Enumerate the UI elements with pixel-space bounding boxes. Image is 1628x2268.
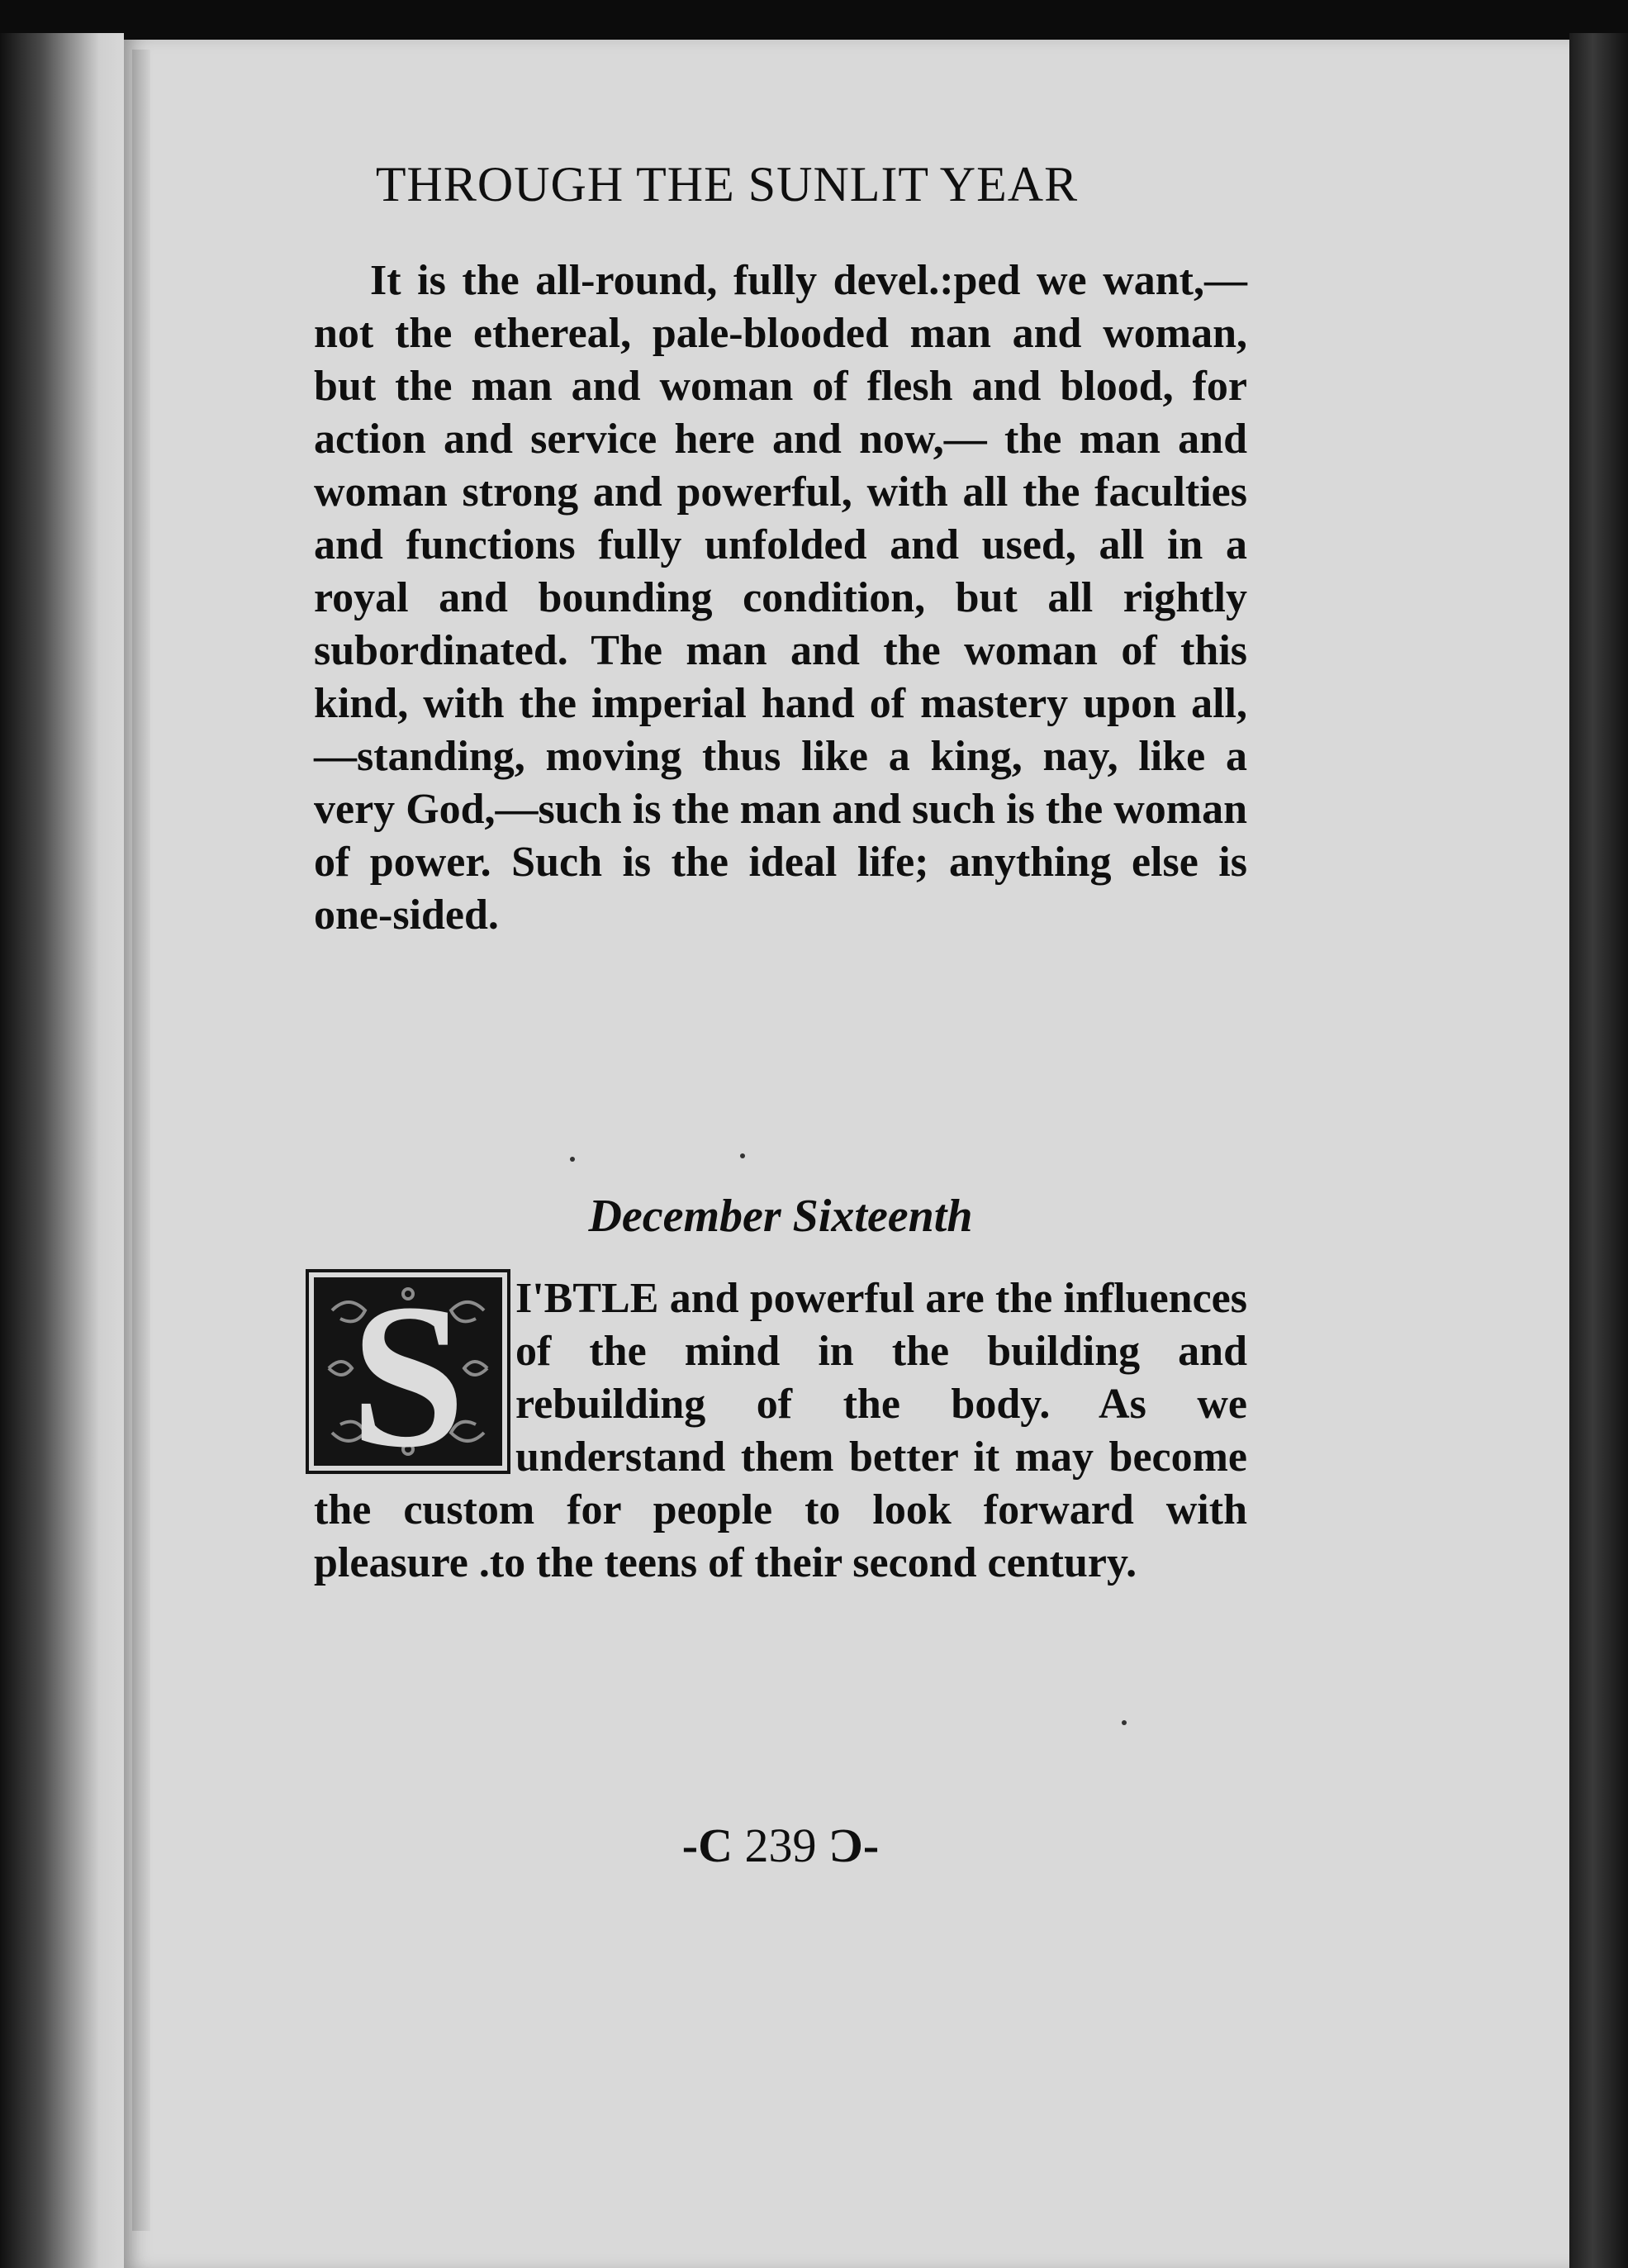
book-left-edge: [0, 33, 124, 2268]
page-gutter-shadow: [132, 50, 150, 2231]
print-speck: [1122, 1720, 1127, 1725]
running-head: THROUGH THE SUNLIT YEAR: [375, 157, 1079, 212]
folio-number: 239: [744, 1819, 817, 1872]
folio-right-ornament: Ɔ-: [828, 1819, 880, 1872]
paragraph-2: [314, 1262, 1247, 1590]
paragraph-1: It is the all-round, fully devel.:ped we want,—not the ethereal, pale-blooded man and woman, but the man and woman of flesh and blood, for action and service here and now,— the man and woman strong and powerful, with all the faculties and functions fully unfolded and used, all in a royal and bounding condition, but all rightly subordinated. The man and the woman of this kind, with the imperial hand of mastery upon all,—standing, moving thus like a king, nay, like a very God,—such is the man and such is the woman of power. Such is the ideal life; anything else is one-sided.: [314, 257, 1247, 939]
page-number: [314, 1817, 1247, 1875]
date-heading: December Sixteenth: [588, 1191, 973, 1242]
print-speck: [570, 1157, 575, 1162]
drop-cap: [314, 1262, 502, 1491]
paragraph-2-text: I'BTLE and powerful are the influences of the mind in the building and rebuilding of the body. As we understand them better it may become the custom for people to look forward with pleasure .to the teens of their second century.: [314, 1275, 1247, 1586]
book-right-edge: [1569, 33, 1628, 2268]
print-speck: [740, 1153, 745, 1158]
folio-left-ornament: -C: [681, 1819, 733, 1872]
drop-cap-letter: S: [350, 1262, 466, 1491]
